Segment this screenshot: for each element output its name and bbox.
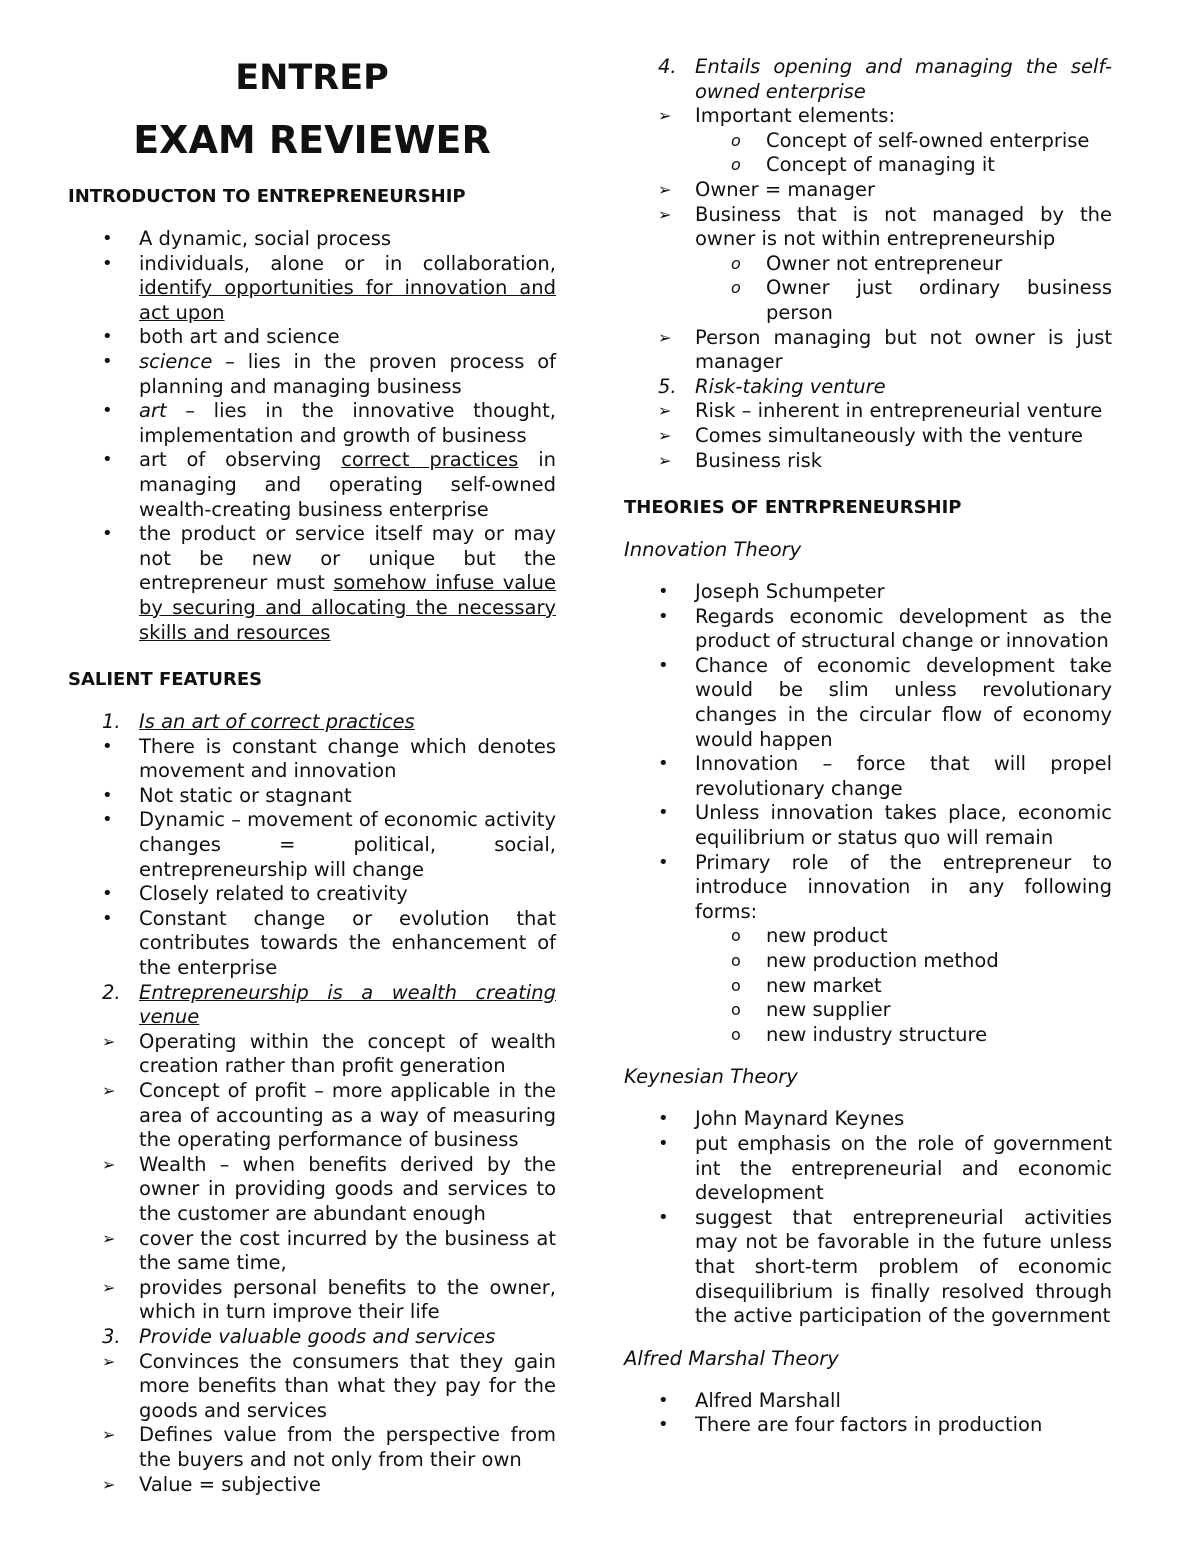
sub-bullet-icon: o: [731, 155, 741, 175]
sub-bullet-icon: o: [731, 253, 741, 273]
list-item: • art – lies in the innovative thought, implementation and growth of business: [102, 399, 556, 447]
list-item: ➢ Defines value from the perspective from the buyers and not only from their own: [102, 1423, 556, 1471]
list-item: • Constant change or evolution that contributes towards the enhancement of the enterprise: [102, 906, 556, 980]
list-item: • Not static or stagnant: [102, 783, 352, 807]
list-item: • Closely related to creativity: [102, 882, 408, 906]
salient-list: [68, 710, 556, 1497]
list-item: • Unless innovation takes place, economic equilibrium or status quo will remain: [658, 801, 1112, 850]
bullet-icon: •: [102, 449, 113, 471]
list-item: ➢ Operating within the concept of wealth creation rather than profit generation: [102, 1029, 556, 1078]
sub-list-item: o new industry structure: [731, 1022, 988, 1046]
document-subtitle: EXAM REVIEWER: [133, 118, 491, 162]
arrow-bullet-icon: ➢: [658, 327, 672, 347]
list-item: ➢ Business that is not managed by the owner is not within entrepreneurship: [658, 202, 1112, 251]
list-item: • There are four factors in production: [658, 1413, 1043, 1437]
list-item: • art of observing correct practices in managing and operating self-owned wealth-creating business enterprise: [102, 448, 556, 521]
bullet-icon: •: [102, 735, 113, 757]
list-item: • put emphasis on the role of government int the entrepreneurial and economic development: [658, 1131, 1112, 1205]
bullet-icon: •: [102, 907, 113, 929]
list-item: • Chance of economic development take would be slim unless revolutionary changes in the circular flow of economy would happen: [658, 653, 1112, 751]
arrow-bullet-icon: ➢: [102, 1351, 116, 1371]
arrow-bullet-icon: ➢: [102, 1474, 116, 1494]
sub-bullet-icon: o: [731, 926, 741, 946]
arrow-bullet-icon: ➢: [102, 1277, 116, 1297]
arrow-bullet-icon: ➢: [102, 1425, 116, 1445]
list-item: ➢ Comes simultaneously with the venture: [658, 423, 1084, 447]
arrow-bullet-icon: ➢: [658, 204, 672, 224]
list-item: ➢ Wealth – when benefits derived by the owner in providing goods and services to the customer are abundant enough: [102, 1152, 556, 1225]
arrow-bullet-icon: ➢: [658, 106, 672, 126]
bullet-icon: •: [102, 252, 113, 274]
document-title: ENTREP: [235, 58, 389, 98]
list-item: ➢ Owner = manager: [658, 177, 876, 201]
bullet-icon: •: [102, 523, 113, 545]
bullet-icon: •: [658, 1414, 669, 1436]
numbered-item: 2. Entrepreneurship is a wealth creating venue: [102, 980, 556, 1029]
salient-list-continued: [624, 55, 1112, 473]
right-column: [624, 0, 1112, 1438]
list-item: • the product or service itself may or may not be new or unique but the entrepreneur must somehow infuse value by securing and allocating the necessary skills and resources: [102, 522, 557, 644]
arrow-bullet-icon: ➢: [658, 450, 672, 470]
bullet-icon: •: [102, 350, 113, 372]
sub-bullet-icon: o: [731, 975, 741, 995]
bullet-icon: •: [658, 581, 669, 603]
subheading-marshal: Alfred Marshal Theory: [624, 1346, 839, 1370]
list-item: ➢ cover the cost incurred by the business at the same time,: [102, 1226, 556, 1275]
sub-list-item: o Concept of self-owned enterprise: [731, 128, 1090, 152]
numbered-item: 3. Provide valuable goods and services: [102, 1324, 496, 1348]
sub-list-item: o new production method: [731, 949, 999, 972]
sub-bullet-icon: o: [731, 278, 741, 298]
innovation-list: [624, 580, 1112, 1047]
subheading-keynesian: Keynesian Theory: [624, 1065, 798, 1089]
sub-list-item: o Owner not entrepreneur: [731, 251, 1003, 275]
list-item: ➢ Business risk: [658, 448, 823, 472]
list-item: ➢ Important elements:: [658, 104, 896, 128]
list-item: • There is constant change which denotes movement and innovation: [102, 734, 556, 783]
arrow-bullet-icon: ➢: [658, 425, 672, 445]
numbered-item: 5. Risk-taking venture: [658, 374, 886, 398]
list-item: ➢ Risk – inherent in entrepreneurial venture: [658, 399, 1103, 423]
list-item: • science – lies in the proven process of planning and managing business: [102, 349, 556, 398]
sub-list-item: o Concept of managing it: [731, 153, 995, 177]
sub-list-item: o Owner just ordinary business person: [731, 276, 1112, 324]
bullet-icon: •: [658, 851, 669, 873]
numbered-item: 1. Is an art of correct practices: [102, 710, 415, 734]
arrow-bullet-icon: ➢: [102, 1228, 116, 1248]
bullet-icon: •: [102, 784, 113, 806]
list-item: • suggest that entrepreneurial activities may not be favorable in the future unless that short-term problem of economic disequilibrium is finally resolved through the active participation of the government: [658, 1205, 1112, 1328]
marshal-list: [624, 1389, 1112, 1438]
arrow-bullet-icon: ➢: [102, 1154, 116, 1174]
bullet-icon: •: [102, 883, 113, 905]
intro-list: [68, 227, 556, 645]
arrow-bullet-icon: ➢: [658, 401, 672, 421]
list-item: • Joseph Schumpeter: [658, 580, 885, 604]
list-item: ➢ Convinces the consumers that they gain more benefits than what they pay for the goods and services: [102, 1349, 556, 1422]
arrow-bullet-icon: ➢: [102, 1031, 116, 1051]
bullet-icon: •: [658, 654, 669, 676]
list-item: • A dynamic, social process: [102, 227, 392, 250]
bullet-icon: •: [102, 228, 113, 249]
bullet-icon: •: [102, 809, 113, 831]
keynesian-list: [624, 1107, 1112, 1328]
list-item: • Regards economic development as the product of structural change or innovation: [658, 604, 1112, 653]
bullet-icon: •: [658, 1132, 669, 1154]
bullet-icon: •: [658, 753, 669, 775]
list-item: • both art and science: [102, 325, 340, 349]
sub-bullet-icon: o: [731, 1024, 741, 1044]
list-item: • individuals, alone or in collaboration, identify opportunities for innovation and act upon: [102, 251, 556, 324]
bullet-icon: •: [658, 605, 669, 627]
list-item: ➢ Person managing but not owner is just manager: [658, 325, 1112, 374]
sub-list-item: o new product: [731, 924, 888, 948]
list-item: ➢ Concept of profit – more applicable in the area of accounting as a way of measuring the operating performance of business: [102, 1079, 556, 1152]
numbered-item: 4. Entails opening and managing the self-owned enterprise: [658, 55, 1112, 103]
section-heading-salient: SALIENT FEATURES: [68, 669, 263, 691]
left-column: [68, 0, 556, 1497]
subheading-innovation: Innovation Theory: [624, 538, 802, 562]
bullet-icon: •: [658, 802, 669, 824]
section-heading-theories: THEORIES OF ENTRPRENEURSHIP: [624, 497, 962, 519]
sub-list-item: o new market: [731, 973, 882, 997]
list-item: • Alfred Marshall: [658, 1388, 841, 1412]
sub-bullet-icon: o: [731, 130, 741, 150]
arrow-bullet-icon: ➢: [658, 179, 672, 199]
bullet-icon: •: [102, 326, 113, 348]
sub-bullet-icon: o: [731, 951, 741, 970]
bullet-icon: •: [102, 400, 113, 422]
bullet-icon: •: [658, 1206, 669, 1228]
list-item: ➢ provides personal benefits to the owner, which in turn improve their life: [102, 1275, 556, 1324]
sub-bullet-icon: o: [731, 1000, 741, 1020]
list-item: • Primary role of the entrepreneur to introduce innovation in any following forms:: [658, 850, 1112, 923]
sub-list-item: o new supplier: [731, 998, 891, 1022]
list-item: ➢ Value = subjective: [102, 1472, 321, 1496]
list-item: • John Maynard Keynes: [658, 1107, 905, 1131]
section-heading-intro: INTRODUCTON TO ENTREPRENEURSHIP: [68, 186, 466, 207]
list-item: • Innovation – force that will propel revolutionary change: [658, 752, 1112, 800]
bullet-icon: •: [658, 1108, 669, 1130]
arrow-bullet-icon: ➢: [102, 1081, 116, 1100]
list-item: • Dynamic – movement of economic activity changes = political, social, entrepreneurship will change: [102, 808, 556, 881]
bullet-icon: •: [658, 1389, 669, 1411]
